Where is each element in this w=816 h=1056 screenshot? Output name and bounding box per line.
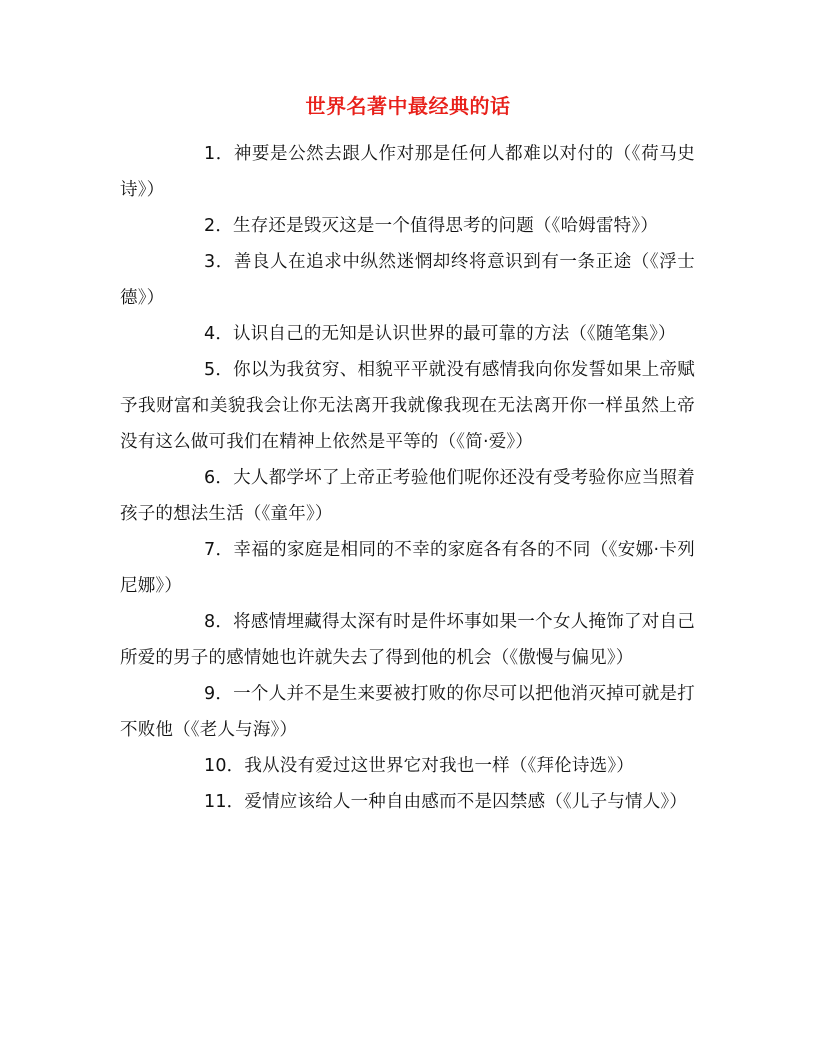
quote-5: 5．你以为我贫穷、相貌平平就没有感情我向你发誓如果上帝赋予我财富和美貌我会让你无法离开我就像我现在无法离开你一样虽然上帝没有这么做可我们在精神上依然是平等的（《简·爱》）	[120, 360, 695, 452]
quote-7: 7．幸福的家庭是相同的不幸的家庭各有各的不同（《安娜·卡列尼娜》）	[120, 540, 695, 596]
quote-list	[120, 136, 695, 820]
quote-10: 10．我从没有爱过这世界它对我也一样（《拜伦诗选》）	[204, 756, 634, 776]
quote-4: 4．认识自己的无知是认识世界的最可靠的方法（《随笔集》）	[204, 324, 676, 344]
quote-9: 9．一个人并不是生来要被打败的你尽可以把他消灭掉可就是打不败他（《老人与海》）	[120, 684, 695, 740]
quote-2: 2．生存还是毁灭这是一个值得思考的问题（《哈姆雷特》）	[204, 216, 659, 236]
document-title: 世界名著中最经典的话	[305, 94, 511, 118]
quote-8: 8．将感情埋藏得太深有时是件坏事如果一个女人掩饰了对自己所爱的男子的感情她也许就失去了得到他的机会（《傲慢与偏见》）	[120, 612, 695, 668]
quote-6: 6．大人都学坏了上帝正考验他们呢你还没有受考验你应当照着孩子的想法生活（《童年》）	[120, 468, 695, 524]
quote-3: 3．善良人在追求中纵然迷惘却终将意识到有一条正途（《浮士德》）	[120, 252, 695, 308]
quote-1: 1．神要是公然去跟人作对那是任何人都难以对付的（《荷马史诗》）	[120, 144, 695, 200]
quote-11: 11．爱情应该给人一种自由感而不是囚禁感（《儿子与情人》）	[204, 792, 688, 812]
